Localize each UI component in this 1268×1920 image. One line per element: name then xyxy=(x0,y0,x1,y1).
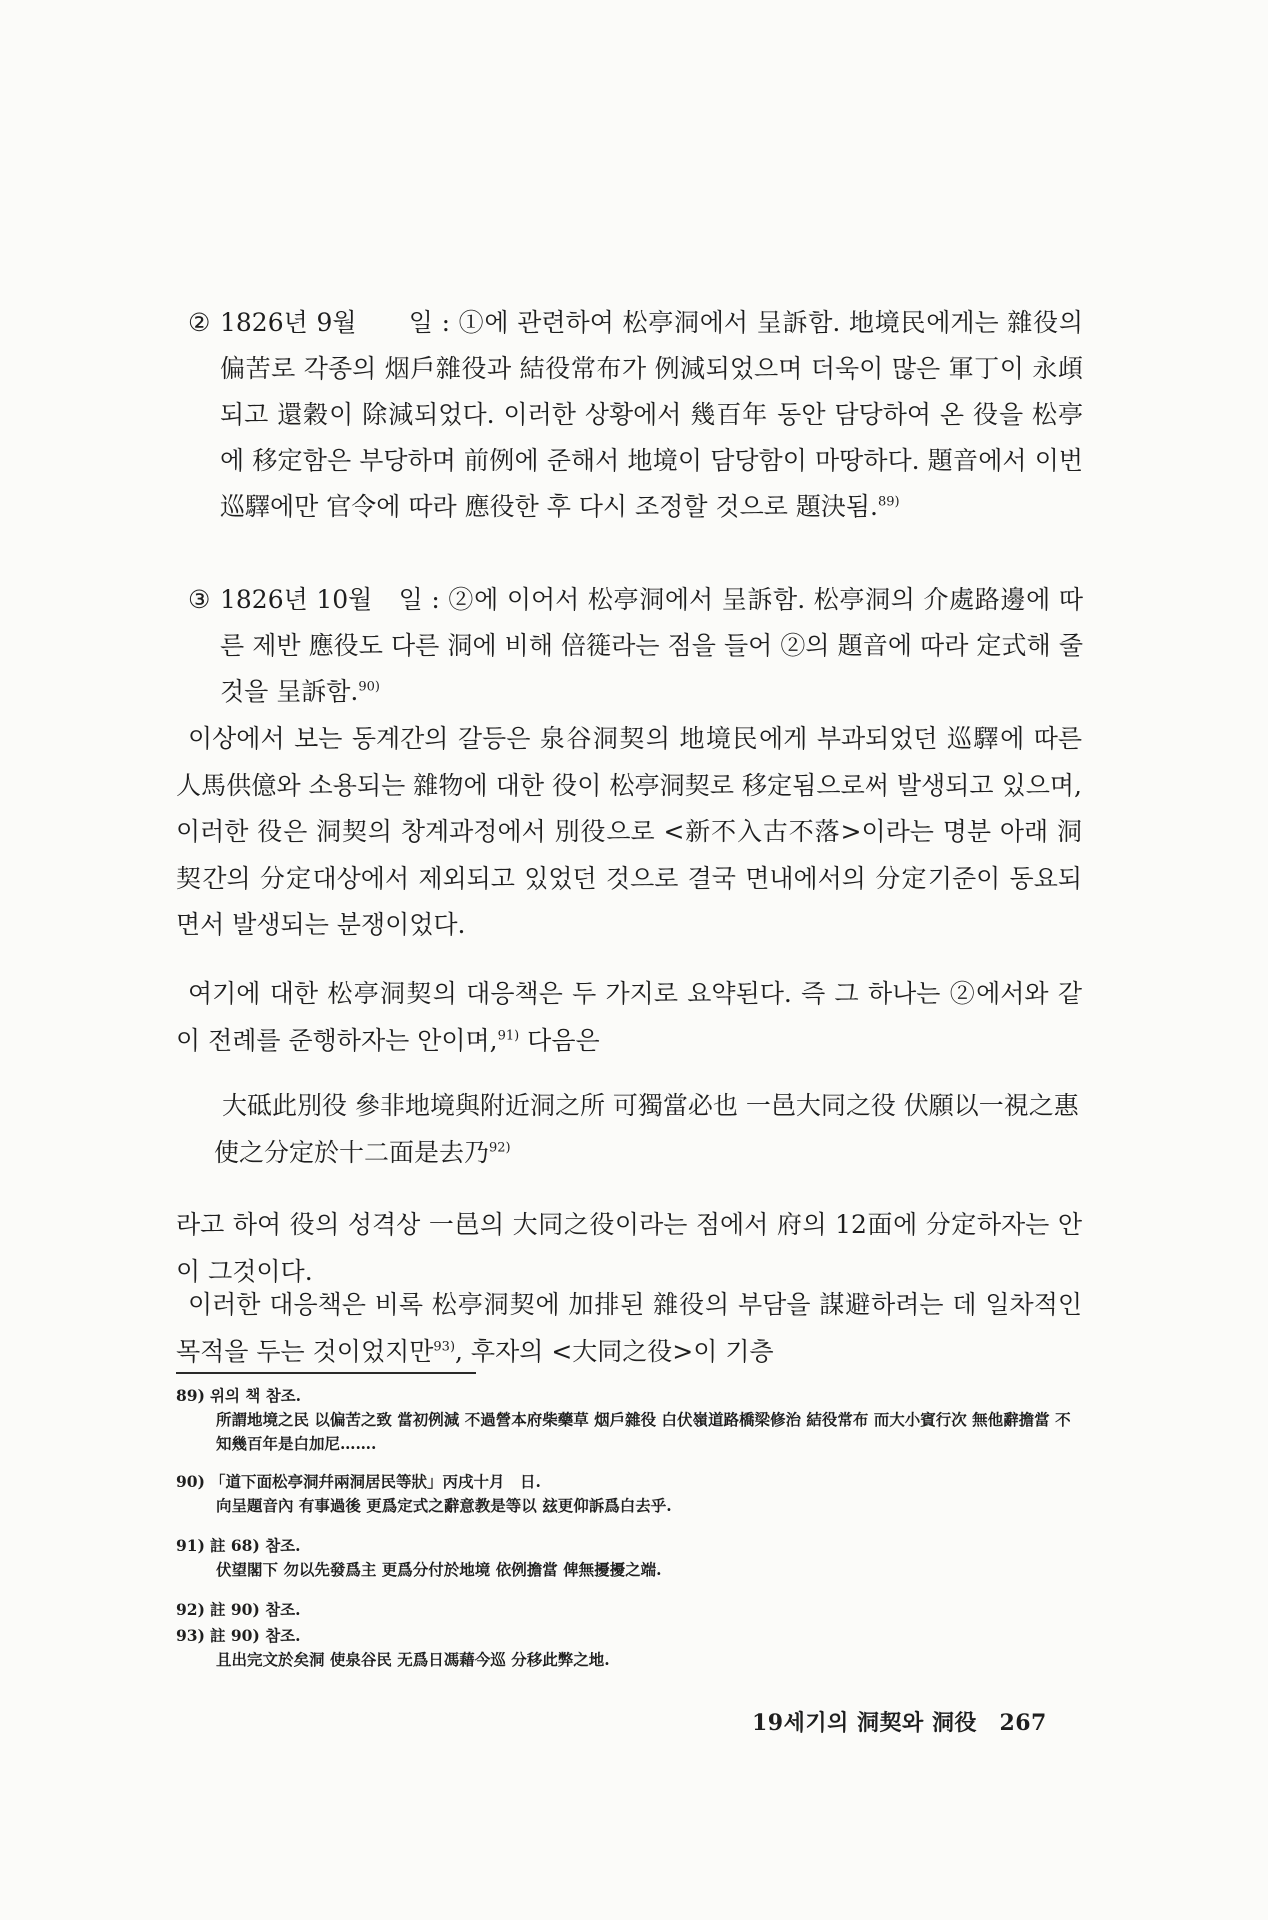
footnote-93 xyxy=(176,1624,1086,1672)
footnote-line: 위의 책 참조. xyxy=(210,1386,302,1405)
footnote-line: 「道下面松亭洞幷兩洞居民等狀」丙戌十月 日. xyxy=(210,1472,541,1491)
footnote-separator xyxy=(176,1372,476,1374)
footnote-number: 93) xyxy=(176,1626,205,1645)
body-paragraph-2 xyxy=(176,971,1082,1064)
footnote-number: 90) xyxy=(176,1472,205,1491)
quote-text: 大砥此別役 參非地境與附近洞之所 可獨當必也 一邑大同之役 伏願以一視之惠使之分定於十二面是去乃 xyxy=(214,1091,1079,1167)
item-number: ③ xyxy=(188,585,211,614)
footnote-ref-92: 92) xyxy=(489,1140,511,1156)
paragraph-tail: 다음은 xyxy=(519,1025,600,1055)
footnote-91 xyxy=(176,1534,1086,1582)
footnote-line: 向呈題音內 有事過後 更爲定式之辭意教是等以 玆更仰訴爲白去乎. xyxy=(216,1496,672,1515)
footnote-line: 註 90) 참조. xyxy=(210,1626,301,1645)
body-paragraph-4 xyxy=(176,1282,1082,1375)
item-text: 1826년 10월 일 : ②에 이어서 松亭洞에서 呈訴함. 松亭洞의 介處路邊에 따른 제반 應役도 다른 洞에 비해 倍簁라는 점을 들어 ②의 題音에 따라 定式해 줄 것을 呈訴함. xyxy=(220,585,1083,706)
body-paragraph-3: 라고 하여 役의 성격상 一邑의 大同之役이라는 점에서 府의 12面에 分定하자는 안이 그것이다. xyxy=(176,1210,1082,1286)
footnote-line: 註 68) 참조. xyxy=(210,1536,301,1555)
paragraph-text: 이러한 대응책은 비록 松亭洞契에 加排된 雜役의 부담을 謀避하려는 데 일차적인 목적을 두는 것이었지만 xyxy=(176,1290,1082,1366)
item-number: ② xyxy=(188,308,211,337)
footnote-number: 92) xyxy=(176,1600,205,1619)
footnote-line: 註 90) 참조. xyxy=(210,1600,301,1619)
footnote-ref-90: 90) xyxy=(358,679,380,695)
block-quote xyxy=(214,1082,1084,1176)
numbered-item-2 xyxy=(188,300,1083,530)
footnote-line: 所謂地境之民 以偏苦之致 當初例減 不過營本府柴藥草 烟戶雜役 白伏嶺道路橋梁修治 結役常布 而大小賓行次 無他辭擔當 不知幾百年是白加尼……. xyxy=(216,1410,1071,1453)
footnote-line: 伏望閣下 勿以先發爲主 更爲分付於地境 依例擔當 俾無擾擾之端. xyxy=(216,1560,662,1579)
paragraph-text: 여기에 대한 松亭洞契의 대응책은 두 가지로 요약된다. 즉 그 하나는 ②에서와 같이 전례를 준행하자는 안이며, xyxy=(176,979,1082,1055)
footnote-line: 且出完文於矣洞 使泉谷民 无爲日馮藉今巡 分移此弊之地. xyxy=(216,1650,610,1669)
footnote-ref-91: 91) xyxy=(497,1028,520,1044)
numbered-item-3 xyxy=(188,577,1083,715)
body-paragraph-1: 이상에서 보는 동계간의 갈등은 泉谷洞契의 地境民에게 부과되었던 巡驛에 따른 人馬供億와 소용되는 雜物에 대한 役이 松亭洞契로 移定됨으로써 발생되고 있으며, 이러한 役은 洞契의 창계과정에서 別役으로 <新不入古不落>이라는 명분 아래 洞契간의 分定대상에서 제외되고 있었던 것으로 결국 면내에서의 分定기준이 동요되면서 발생되는 분쟁이었다. xyxy=(176,724,1082,939)
footnote-90 xyxy=(176,1470,1086,1518)
footnote-number: 89) xyxy=(176,1386,205,1405)
paragraph-tail: , 후자의 <大同之役>이 기층 xyxy=(455,1336,774,1366)
footnote-92 xyxy=(176,1598,1086,1622)
footnote-89 xyxy=(176,1384,1086,1456)
footnote-ref-89: 89) xyxy=(877,494,900,510)
item-text: 1826년 9월 일 : ①에 관련하여 松亭洞에서 呈訴함. 地境民에게는 雜役의 偏苦로 각종의 烟戶雜役과 結役常布가 例減되었으며 더욱이 많은 軍丁이 永頉되고 還穀이 除減되었다. 이러한 상황에서 幾百年 동안 담당하여 온 役을 松亭에 移定함은 부당하며 前例에 준해서 地境이 담당함이 마땅하다. 題音에서 이번 巡驛에만 官令에 따라 應役한 후 다시 조정할 것으로 題決됨. xyxy=(220,308,1083,521)
footnote-number: 91) xyxy=(176,1536,205,1555)
footnote-ref-93: 93) xyxy=(433,1339,456,1355)
running-footer: 19세기의 洞契와 洞役 267 xyxy=(752,1710,1047,1736)
